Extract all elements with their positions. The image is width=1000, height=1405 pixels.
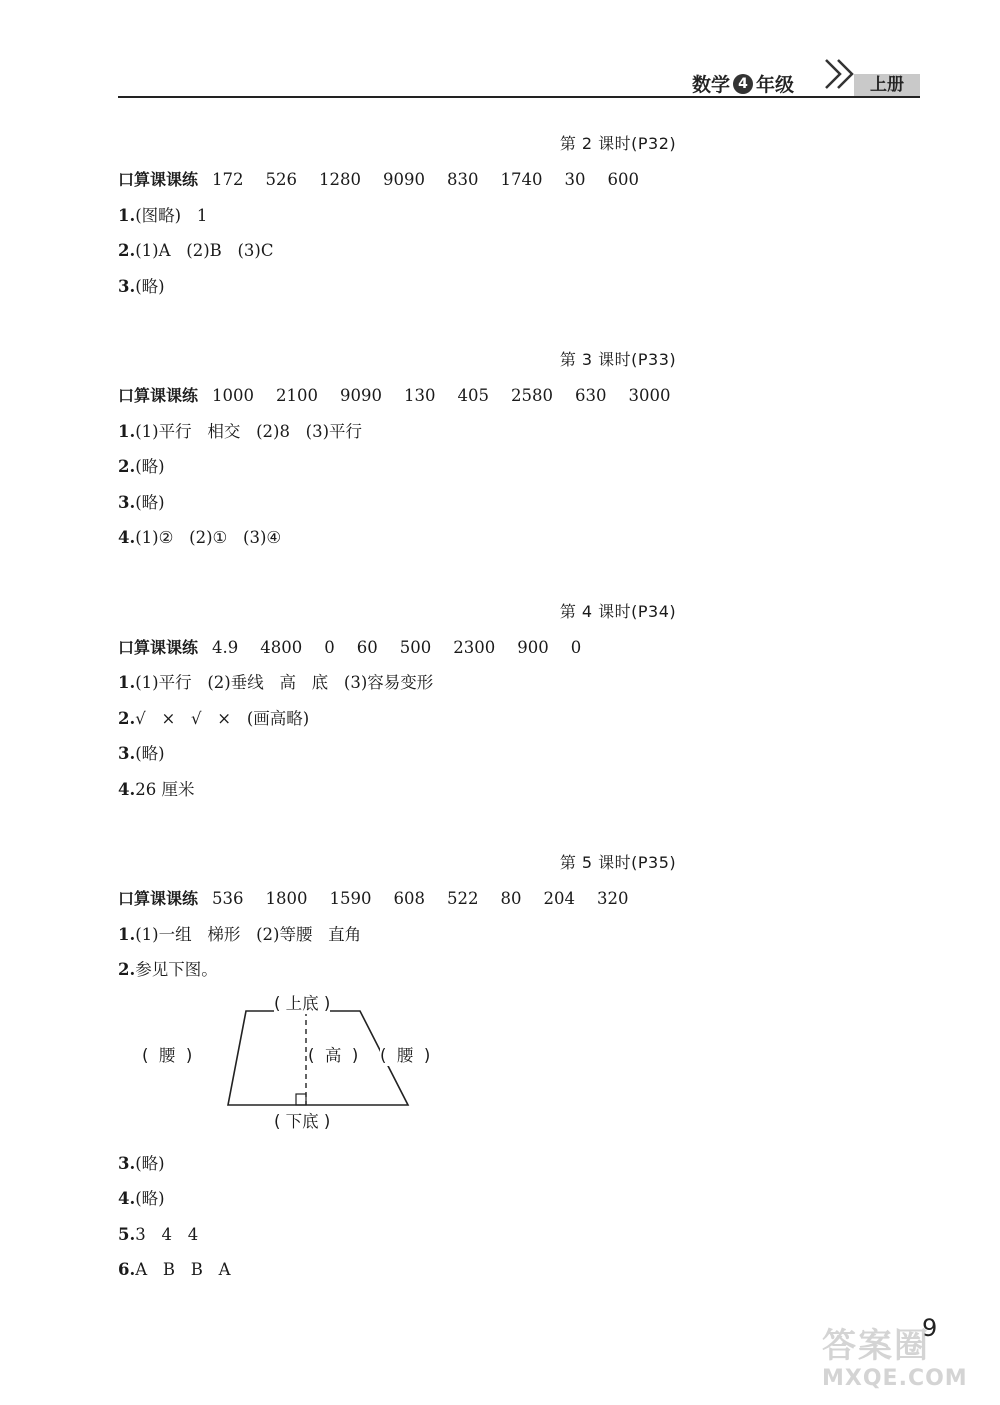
question-number: 3. [118, 1153, 136, 1173]
oral-value: 830 [447, 170, 479, 189]
oral-value: 405 [457, 386, 490, 405]
answer-text: (1)② (2)① (3)④ [135, 528, 282, 547]
right-angle-mark [296, 1094, 306, 1105]
answer-line [118, 701, 918, 737]
answer-line [118, 520, 918, 556]
question-number: 4. [118, 528, 136, 547]
trapezoid-diagram [134, 990, 494, 1140]
answer-text: (1)平行 相交 (2)8 (3)平行 [135, 421, 363, 441]
oral-practice-label: 口算课课练 [118, 889, 199, 908]
oral-value: 60 [356, 637, 378, 657]
page-number: 9 [922, 1314, 938, 1342]
answer-content [118, 126, 918, 1326]
answer-line [118, 1146, 918, 1182]
answer-text: (略) [135, 457, 165, 476]
oral-value: 2100 [276, 386, 319, 405]
oral-value: 130 [404, 386, 436, 405]
oral-value: 9090 [340, 386, 383, 405]
oral-value: 204 [543, 889, 576, 908]
top-base-label: ( 上底 ) [274, 990, 330, 1014]
oral-value: 600 [607, 170, 640, 189]
answer-text: (1)A (2)B (3)C [135, 241, 274, 260]
oral-value: 320 [597, 889, 629, 908]
oral-value: 9090 [383, 170, 426, 189]
answer-line [118, 952, 918, 988]
answer-line [118, 198, 918, 234]
lesson-section [118, 342, 918, 556]
oral-value: 1740 [500, 170, 543, 189]
oral-value: 1800 [265, 889, 308, 908]
answer-text: √ × √ × (画高略) [135, 708, 310, 728]
answer-text: (略) [135, 1153, 165, 1173]
oral-value: 4.9 [212, 637, 239, 657]
answer-text: (1)一组 梯形 (2)等腰 直角 [135, 924, 362, 944]
oral-practice-row [118, 378, 918, 414]
watermark-url: MXQE.COM [822, 1366, 968, 1391]
header-title [692, 70, 794, 97]
lesson-section [118, 126, 918, 304]
question-number: 3. [118, 276, 136, 296]
oral-practice-label: 口算课课练 [118, 637, 199, 657]
right-leg-label: ( 腰 ) [380, 1042, 430, 1066]
watermark-logo-text: 答案圈 [822, 1326, 930, 1366]
bottom-base-label: ( 下底 ) [274, 1111, 331, 1131]
oral-value: 500 [399, 637, 432, 657]
oral-value: 80 [500, 889, 522, 908]
oral-value: 172 [212, 170, 244, 189]
watermark [822, 1318, 972, 1398]
question-number: 1. [118, 205, 136, 225]
oral-value: 0 [324, 637, 335, 657]
answer-text: (略) [135, 1189, 165, 1208]
answer-line [118, 736, 918, 772]
answer-text: 参见下图。 [135, 960, 218, 979]
answer-line [118, 449, 918, 485]
question-number: 2. [118, 457, 136, 476]
lesson-section [118, 594, 918, 808]
subject-label: 数学 [692, 74, 731, 96]
answer-line [118, 1181, 918, 1217]
oral-practice-label: 口算课课练 [118, 386, 199, 405]
question-number: 1. [118, 421, 136, 441]
oral-value: 536 [212, 889, 244, 908]
answer-line [118, 233, 918, 269]
answer-text: 26 厘米 [135, 779, 195, 799]
question-number: 2. [118, 708, 136, 728]
oral-value: 608 [393, 889, 426, 908]
section-title: 第 5 课时(P35) [559, 853, 677, 872]
oral-value: 2580 [511, 386, 554, 405]
grade-badge: 4 [733, 74, 753, 94]
question-number: 2. [118, 241, 136, 260]
question-number: 3. [118, 744, 136, 763]
answer-text: (图略) 1 [135, 205, 208, 225]
answer-line [118, 269, 918, 305]
answer-line [118, 1252, 918, 1288]
oral-value: 1000 [212, 386, 255, 405]
answer-text: 3 4 4 [135, 1224, 199, 1244]
question-number: 3. [118, 492, 136, 512]
question-number: 4. [118, 1189, 136, 1208]
header-rule [118, 96, 920, 98]
lesson-section [118, 845, 918, 1288]
answer-text: (1)平行 (2)垂线 高 底 (3)容易变形 [135, 673, 434, 692]
answer-line [118, 772, 918, 808]
oral-practice-row [118, 162, 918, 198]
oral-value: 4800 [260, 637, 303, 657]
oral-value: 1280 [319, 170, 362, 189]
oral-value: 2300 [453, 637, 496, 657]
question-number: 2. [118, 960, 136, 979]
answer-line [118, 414, 918, 450]
oral-value: 30 [564, 170, 586, 189]
volume-tag: 上册 [854, 74, 920, 96]
answer-line [118, 917, 918, 953]
section-title: 第 2 课时(P32) [559, 134, 677, 153]
question-number: 4. [118, 779, 136, 799]
grade-suffix: 年级 [756, 74, 795, 96]
question-number: 5. [118, 1224, 136, 1244]
section-title: 第 4 课时(P34) [559, 601, 677, 621]
answer-line [118, 1217, 918, 1253]
oral-value: 630 [575, 386, 607, 405]
oral-practice-row [118, 881, 918, 917]
question-number: 6. [118, 1260, 136, 1279]
oral-value: 1590 [329, 889, 372, 908]
answer-text: (略) [135, 276, 165, 296]
left-leg-label: ( 腰 ) [142, 1045, 193, 1065]
oral-value: 0 [570, 637, 582, 657]
question-number: 1. [118, 673, 136, 692]
oral-practice-label: 口算课课练 [118, 170, 199, 189]
oral-value: 526 [265, 170, 298, 189]
answer-line [118, 665, 918, 701]
page-header [118, 66, 920, 100]
height-label: ( 高 ) [308, 1045, 359, 1065]
oral-value: 900 [517, 637, 549, 657]
oral-value: 522 [447, 889, 479, 908]
question-number: 1. [118, 924, 136, 944]
section-title: 第 3 课时(P33) [559, 350, 677, 369]
answer-text: (略) [135, 744, 165, 763]
answer-text: A B B A [135, 1260, 231, 1279]
answer-text: (略) [135, 492, 165, 512]
answer-line [118, 485, 918, 521]
oral-practice-row [118, 630, 918, 666]
oral-value: 3000 [628, 386, 671, 405]
